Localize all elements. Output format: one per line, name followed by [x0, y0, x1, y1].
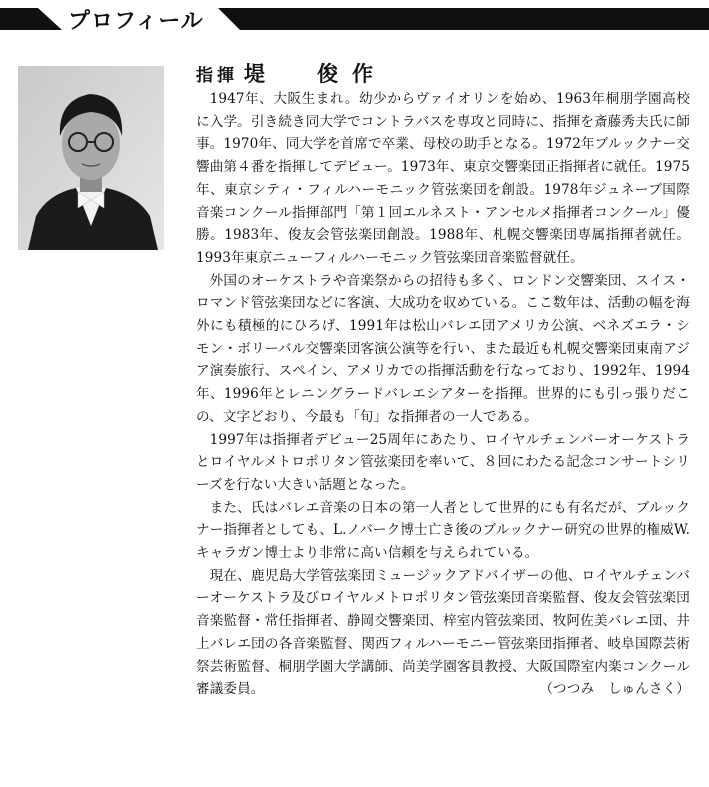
name-reading-credit: （つつみ しゅんさく）	[539, 681, 690, 698]
bio-paragraph-international: 外国のオーケストラや音楽祭からの招待も多く、ロンドン交響楽団、スイス・ロマンド管弦楽団などに客演、大成功を収めている。ここ数年は、活動の幅を海外にも積極的にひろげ、1991年は松山バレエ団アメリカ公演、ベネズエラ・シモン・ボリーバル交響楽団客演公演等を行い、また最近も札幌交響楽団東南アジア演奏旅行、スペイン、アメリカでの指揮活動を行なっており、1992年、1994年、1996年とレニングラードバレエシアターを指揮。世界的にも引っ張りだこの、文字どおり、今最も「旬」な指揮者の一人である。	[196, 272, 690, 425]
family-name: 堤	[244, 62, 265, 86]
conductor-name-heading	[196, 60, 690, 88]
biography	[196, 60, 690, 701]
given-name: 俊作	[317, 62, 387, 86]
conductor-portrait-photo	[18, 66, 164, 250]
bio-paragraph-anniversary: 1997年は指揮者デビュー25周年にあたり、ロイヤルチェンバーオーケストラとロイヤルメトロポリタン管弦楽団を率いて、８回にわたる記念コンサートシリーズを行ない大きい話題となった。	[196, 431, 690, 493]
role-label: 指揮	[196, 66, 238, 86]
bio-paragraph-current-posts	[196, 565, 690, 701]
section-header	[0, 0, 709, 40]
bio-paragraph-career: 1947年、大阪生まれ。幼少からヴァイオリンを始め、1963年桐朋学園高校に入学。引き続き同大学でコントラバスを専攻と同時に、指揮を斎藤秀夫氏に師事。1970年、同大学を首席で卒業、母校の助手となる。1972年ブルックナー交響曲第４番を指揮してデビュー。1973年、東京交響楽団正指揮者に就任。1975年、東京シティ・フィルハーモニック管弦楽団を創設。1978年ジュネーブ国際音楽コンクール指揮部門「第１回エルネスト・アンセルメ指揮者コンクール」優勝。1983年、俊友会管弦楽団創設。1988年、札幌交響楽団専属指揮者就任。1993年東京ニューフィルハーモニック管弦楽団音楽監督就任。	[196, 91, 690, 266]
section-title: プロフィール	[68, 9, 204, 34]
bio-paragraph-bruckner: また、氏はバレエ音楽の日本の第一人者として世界的にも有名だが、ブルックナー指揮者としても、L.ノバーク博士亡き後のブルックナー研究の世界的権威W.キャラガン博士より非常に高い信頼を与えられている。	[196, 499, 690, 562]
current-posts-text: 現在、鹿児島大学管弦楽団ミュージックアドバイザーの他、ロイヤルチェンバーオーケストラ及びロイヤルメトロポリタン管弦楽団音楽監督、俊友会管弦楽団音楽監督・常任指揮者、静岡交響楽団、梓室内管弦楽団、牧阿佐美バレエ団、井上バレエ団の各音楽監督、関西フィルハーモニー管弦楽団指揮者、岐阜国際芸術祭芸術監督、桐朋学園大学講師、尚美学園客員教授、大阪国際室内楽コンクール審議委員。	[196, 567, 690, 698]
portrait-image	[18, 66, 164, 250]
